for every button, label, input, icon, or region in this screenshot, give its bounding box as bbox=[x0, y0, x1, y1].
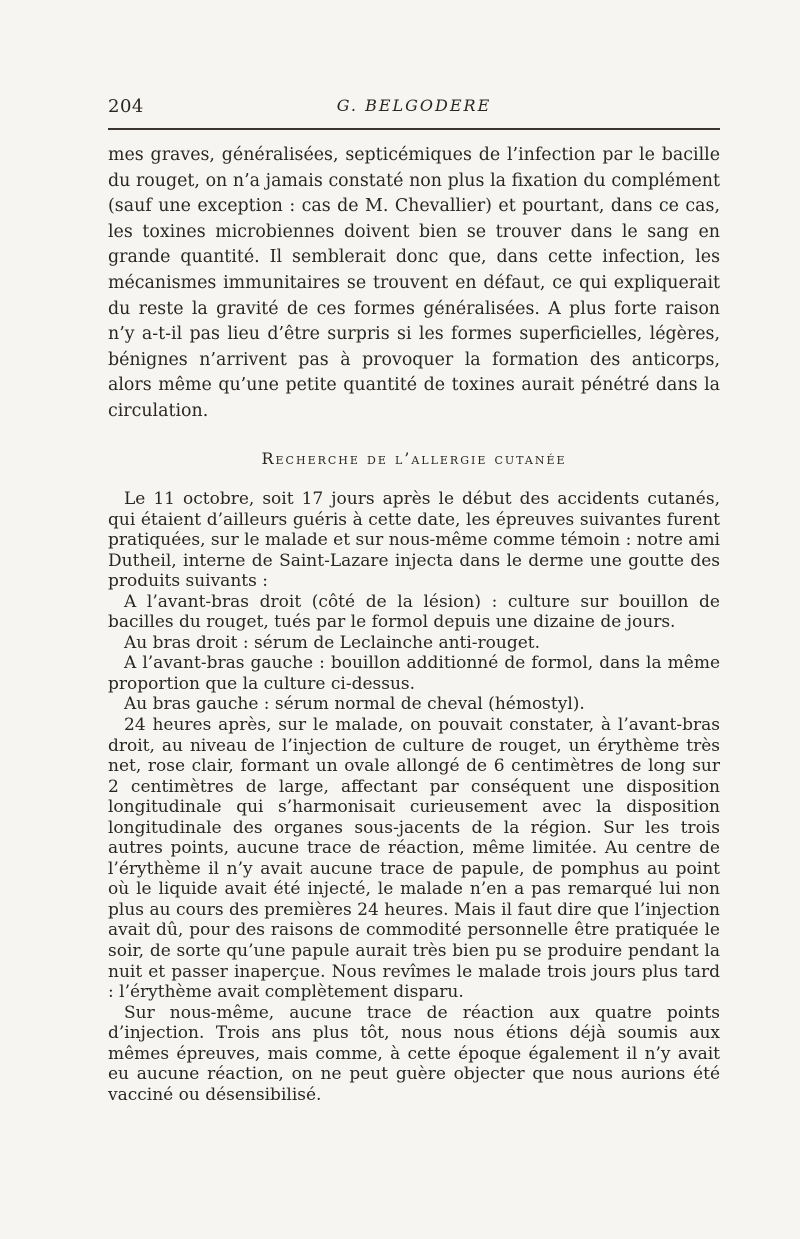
running-head: G. BELGODERE bbox=[336, 96, 492, 115]
paragraph: Sur nous-même, aucune trace de réaction aux quatre points d’injection. Trois ans plus tôt, nous nous étions déjà soumis aux mêmes épreuves, mais comme, à cette époque également il n’y avait eu aucune réaction, on ne peut guère objecter que nous aurions été vacciné ou désensibilisé. bbox=[108, 1002, 720, 1105]
paragraph: mes graves, généralisées, septicémiques de l’infection par le bacille du rouget, on n’a jamais constaté non plus la fixation du complément (sauf une exception : cas de M. Chevallier) et pourtant, dans ce cas, les toxines microbiennes doivent bien se trouver dans le sang en grande quantité. Il semblerait donc que, dans cette infection, les mécanismes immunitaires se trouvent en défaut, ce qui expliquerait du reste la gravité de ces formes généralisées. A plus forte raison n’y a-t-il pas lieu d’être surpris si les formes superficielles, légères, bénignes n’arrivent pas à provoquer la formation des anticorps, alors même qu’une petite quantité de toxines aurait pénétré dans la circulation. bbox=[108, 145, 720, 421]
paragraph: A l’avant-bras droit (côté de la lésion) : culture sur bouillon de bacilles du rouget, tués par le formol depuis une dizaine de jours. bbox=[108, 591, 720, 633]
header-rule bbox=[108, 128, 720, 130]
intro-text bbox=[108, 143, 720, 425]
paragraph: Le 11 octobre, soit 17 jours après le début des accidents cutanés, qui étaient d’ailleurs guéris à cette date, les épreuves suivantes furent pratiquées, sur le malade et sur nous-même comme témoin : notre ami Dutheil, interne de Saint-Lazare injecta dans le derme une goutte des produits suivants : bbox=[108, 489, 720, 592]
paragraph: Au bras droit : sérum de Leclainche anti-rouget. bbox=[124, 632, 541, 653]
page-header bbox=[108, 96, 720, 124]
paragraph: Au bras gauche : sérum normal de cheval (hémostyl). bbox=[124, 694, 585, 715]
paragraph: A l’avant-bras gauche : bouillon additionné de formol, dans la même proportion que la culture ci-dessus. bbox=[108, 653, 720, 694]
section-body bbox=[108, 489, 720, 1105]
paragraph: 24 heures après, sur le malade, on pouvait constater, à l’avant-bras droit, au niveau de l’injection de culture de rouget, un érythème très net, rose clair, formant un ovale allongé de 6 centimètres de long sur 2 centimètres de large, affectant par conséquent une disposition longitudinale qui s’harmonisait curieusement avec la disposition longitudinale des organes sous-jacents de la région. Sur les trois autres points, aucune trace de réaction, même limitée. Au centre de l’érythème il n’y avait aucune trace de papule, de pomphus au point où le liquide avait été injecté, le malade n’en a pas remarqué lui non plus au cours des premières 24 heures. Mais il faut dire que l’injection avait dû, pour des raisons de commodité personnelle être pratiquée le soir, de sorte qu’une papule aurait très bien pu se produire pendant la nuit et passer inaperçue. Nous revîmes le malade trois jours plus tard : l’érythème avait complètement disparu. bbox=[108, 715, 720, 1003]
section-heading: Recherche de l’allergie cutanée bbox=[261, 449, 567, 468]
page-number: 204 bbox=[108, 96, 144, 117]
